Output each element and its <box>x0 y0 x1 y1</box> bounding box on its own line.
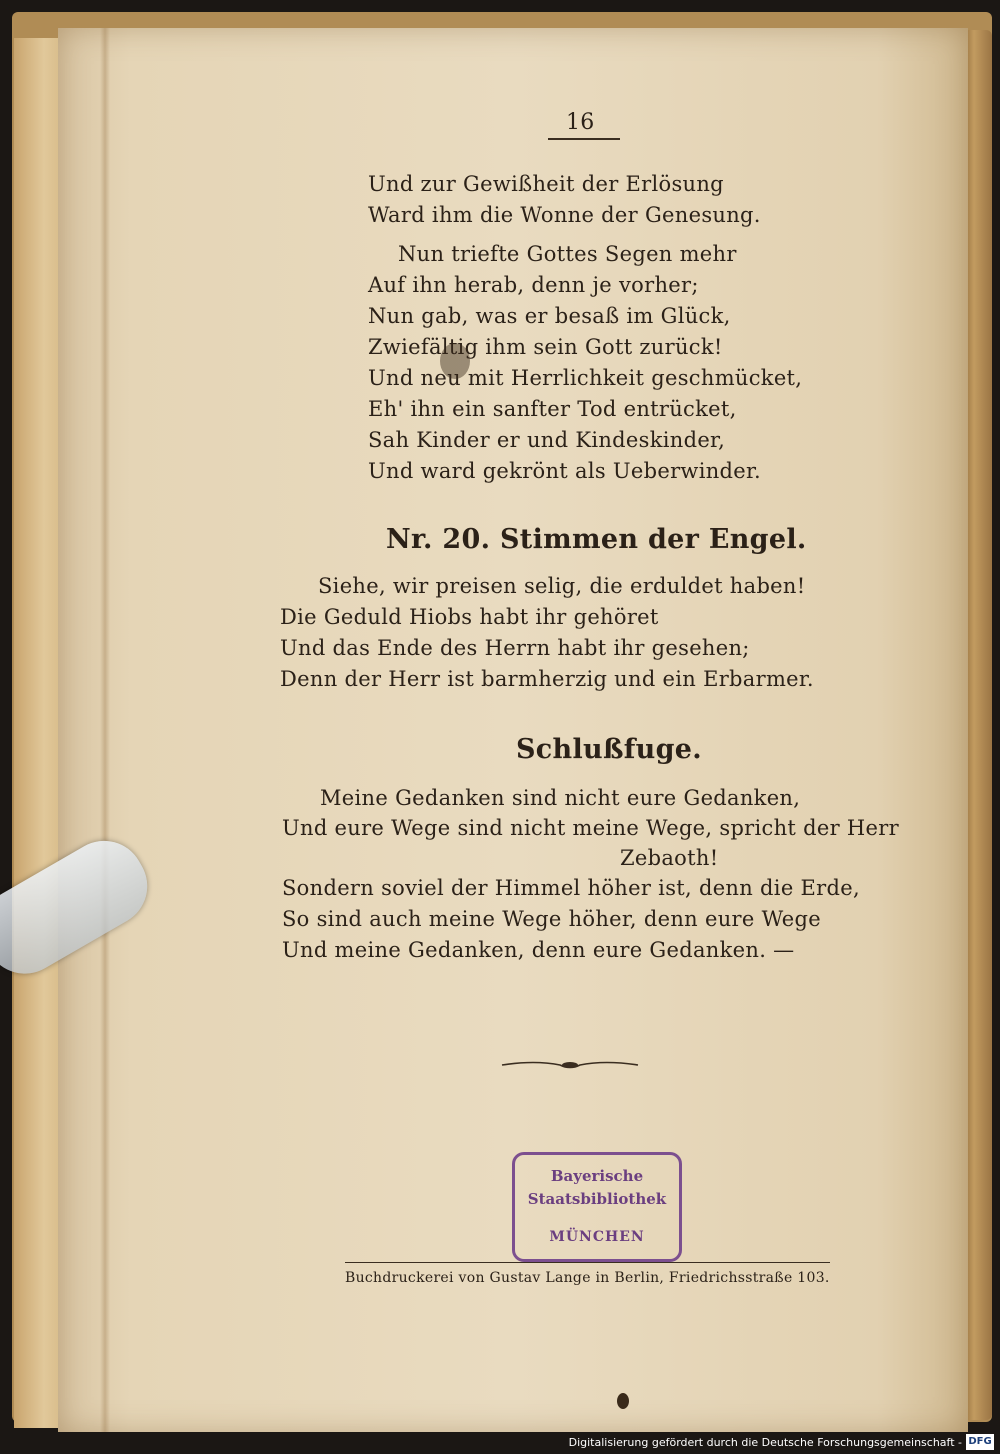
verse-line: Zebaoth! <box>620 846 719 870</box>
verse-line: Und das Ende des Herrn habt ihr gesehen; <box>280 636 750 660</box>
footer-rule <box>345 1262 830 1263</box>
section-heading-schlussfuge: Schlußfuge. <box>516 734 702 765</box>
stamp-line: MÜNCHEN <box>549 1229 645 1245</box>
page-number: 16 <box>566 110 595 135</box>
dfg-logo: DFG <box>966 1434 994 1450</box>
page-number-rule <box>548 138 620 140</box>
verse-line: Zwiefältig ihm sein Gott zurück! <box>368 335 723 359</box>
verse-line: Und neu mit Herrlichkeit geschmücket, <box>368 366 803 390</box>
verse-line: Sondern soviel der Himmel höher ist, denn die Erde, <box>282 876 860 900</box>
verse-line: Meine Gedanken sind nicht eure Gedanken, <box>320 786 801 810</box>
verse-line: Und eure Wege sind nicht meine Wege, spricht der Herr <box>282 816 899 840</box>
section-heading-nr20: Nr. 20. Stimmen der Engel. <box>386 524 807 555</box>
verse-line: Nun triefte Gottes Segen mehr <box>398 242 737 266</box>
library-stamp <box>512 1152 682 1262</box>
verse-line: Denn der Herr ist barmherzig und ein Erbarmer. <box>280 667 814 691</box>
stamp-line: Staatsbibliothek <box>527 1190 667 1208</box>
ornament-divider <box>500 1058 640 1072</box>
verse-line: Und zur Gewißheit der Erlösung <box>368 172 724 196</box>
verse-line: Und meine Gedanken, denn eure Gedanken. — <box>282 938 795 962</box>
ink-stain <box>440 343 470 379</box>
verse-line: Auf ihn herab, denn je vorher; <box>368 273 699 297</box>
verse-line: Eh' ihn ein sanfter Tod entrücket, <box>368 397 737 421</box>
stamp-line: Bayerische <box>550 1167 644 1185</box>
ink-spot <box>617 1393 629 1409</box>
dfg-credit-text: Digitalisierung gefördert durch die Deutsche Forschungsgemeinschaft - <box>568 1436 962 1449</box>
verse-line: Nun gab, was er besaß im Glück, <box>368 304 731 328</box>
verse-line: Die Geduld Hiobs habt ihr gehöret <box>280 605 659 629</box>
verse-line: So sind auch meine Wege höher, denn eure Wege <box>282 907 821 931</box>
verse-line: Ward ihm die Wonne der Genesung. <box>368 203 761 227</box>
verse-line: Siehe, wir preisen selig, die erduldet haben! <box>318 574 806 598</box>
printer-imprint: Buchdruckerei von Gustav Lange in Berlin, Friedrichsstraße 103. <box>345 1270 830 1286</box>
verse-line: Und ward gekrönt als Ueberwinder. <box>368 459 762 483</box>
page-crease <box>100 28 110 1433</box>
left-page-edge <box>14 38 64 1428</box>
verse-line: Sah Kinder er und Kindeskinder, <box>368 428 726 452</box>
